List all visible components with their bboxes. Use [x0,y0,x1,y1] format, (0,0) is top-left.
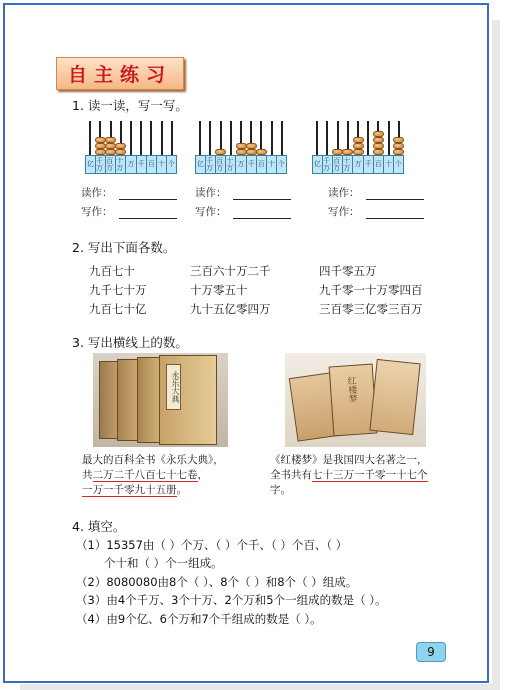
q4-title: 4. 填空。 [72,519,126,534]
abacus-rod [367,121,369,155]
caption-right-line1: 《红楼梦》是我国四大名著之一， [270,454,428,466]
book-title-label: 永乐大典 [166,364,181,410]
abacus-bead [115,143,126,149]
abacus-place-label: 十万 [226,156,236,173]
q2-item: 九百七十亿 [89,302,147,316]
abacus-rod [150,121,152,155]
abacus-place-label: 百万 [106,156,116,173]
abacus-rod [161,121,163,155]
abacus-place-label: 千 [247,156,257,173]
abacus-place-label: 个 [394,160,402,168]
hongloumeng-photo [285,353,426,447]
abacus-bead [393,143,404,149]
q2-item: 三百六十万二千 [190,264,271,278]
abacus-3 [312,118,404,174]
abacus-bead [105,137,116,143]
abacus-bead [373,131,384,137]
abacus-rod [388,121,390,155]
abacus-place-label: 十万 [343,156,353,173]
abacus-rod [89,121,91,155]
abacus-place-label: 个 [167,160,175,168]
section-header [56,57,184,90]
abacus-bead [353,143,364,149]
q2-item: 九百七十 [89,264,135,278]
q2-item: 九千七十万 [89,283,147,297]
abacus-rod [281,121,283,155]
abacus-place-label: 千万 [323,156,333,173]
abacus-place-label: 千万 [96,156,106,173]
abacus-place-label: 千 [364,156,374,173]
abacus-bead [236,143,247,149]
abacus-bead [373,143,384,149]
q3-title: 3. 写出横线上的数。 [72,335,188,350]
abacus-rod [199,121,201,155]
abacus-place-label: 百 [257,156,267,173]
abacus-place-label: 十 [384,156,394,173]
q2-item: 三百零三亿零三百万 [319,302,423,316]
q2-item: 九千零一十万零四百 [319,283,423,297]
q1-title: 1. 读一读，写一写。 [72,98,188,113]
caption-left-line1: 最大的百科全书《永乐大典》， [82,454,224,466]
abacus-rod [130,121,132,155]
q2-item: 四千零五万 [319,264,377,278]
abacus-bead [353,137,364,143]
abacus-rod [230,121,232,155]
page-shadow-right [492,20,500,686]
abacus-rod [316,121,318,155]
abacus-place-label: 百 [147,156,157,173]
q2-item: 九十五亿零四万 [190,302,271,316]
abacus-rod [171,121,173,155]
read-line-3: 读作： [328,185,424,200]
abacus-rod [140,121,142,155]
abacus-rod [271,121,273,155]
q2-title: 2. 写出下面各数。 [72,240,176,255]
read-line-1: 读作： [81,185,177,200]
abacus-bead [373,137,384,143]
abacus-place-label: 百 [374,156,384,173]
book-title-label: 红楼梦 [345,375,358,404]
abacus-place-label: 亿 [313,156,323,173]
abacus-place-label: 十万 [116,156,126,173]
abacus-place-label: 千万 [206,156,216,173]
abacus-rod [209,121,211,155]
caption-left-line3: 一万一千零九十五册。 [82,484,187,496]
abacus-2 [195,118,287,174]
abacus-place-label: 亿 [86,156,96,173]
abacus-bead [246,143,257,149]
section-title: 自主练习 [67,64,172,86]
read-line-2: 读作： [195,185,291,200]
q4-line: 个十和（ ）个一组成。 [104,556,223,570]
abacus-place-label: 千 [137,156,147,173]
q4-line: （1）15357由（ ）个万、（ ）个千、（ ）个百、（ ） [76,538,348,552]
abacus-place-label: 十 [267,156,277,173]
q4-line: （3）由4个千万、3个十万、2个万和5个一组成的数是（ ）。 [76,593,387,607]
abacus-place-label: 万 [353,156,363,173]
abacus-base [195,155,287,174]
abacus-place-label: 个 [277,160,285,168]
abacus-bead [393,137,404,143]
abacus-place-label: 百万 [333,156,343,173]
q4-line: （4）由9个亿、6个万和7个千组成的数是（ ）。 [76,612,322,626]
q2-item: 十万零五十 [190,283,248,297]
caption-left-line2: 共二万二千八百七十七卷， [82,469,208,481]
write-line-2: 写作： [195,204,291,219]
abacus-place-label: 十 [157,156,167,173]
q4-line: （2）8080080由8个（ ）、8个（ ）和8个（ ）组成。 [76,575,358,589]
yongle-dadian-photo [93,353,228,447]
abacus-1 [85,118,177,174]
abacus-place-label: 亿 [196,156,206,173]
page-shadow-bottom [20,684,500,690]
page-number: 9 [416,642,446,662]
abacus-place-label: 百万 [216,156,226,173]
abacus-rod [326,121,328,155]
write-line-1: 写作： [81,204,177,219]
abacus-base [312,155,404,174]
abacus-base [85,155,177,174]
caption-right-line3: 字。 [270,484,291,496]
abacus-place-label: 万 [126,156,136,173]
abacus-place-label: 万 [236,156,246,173]
caption-right-line2: 全书共有七十三万一千零一十七个 [270,469,428,481]
write-line-3: 写作： [328,204,424,219]
